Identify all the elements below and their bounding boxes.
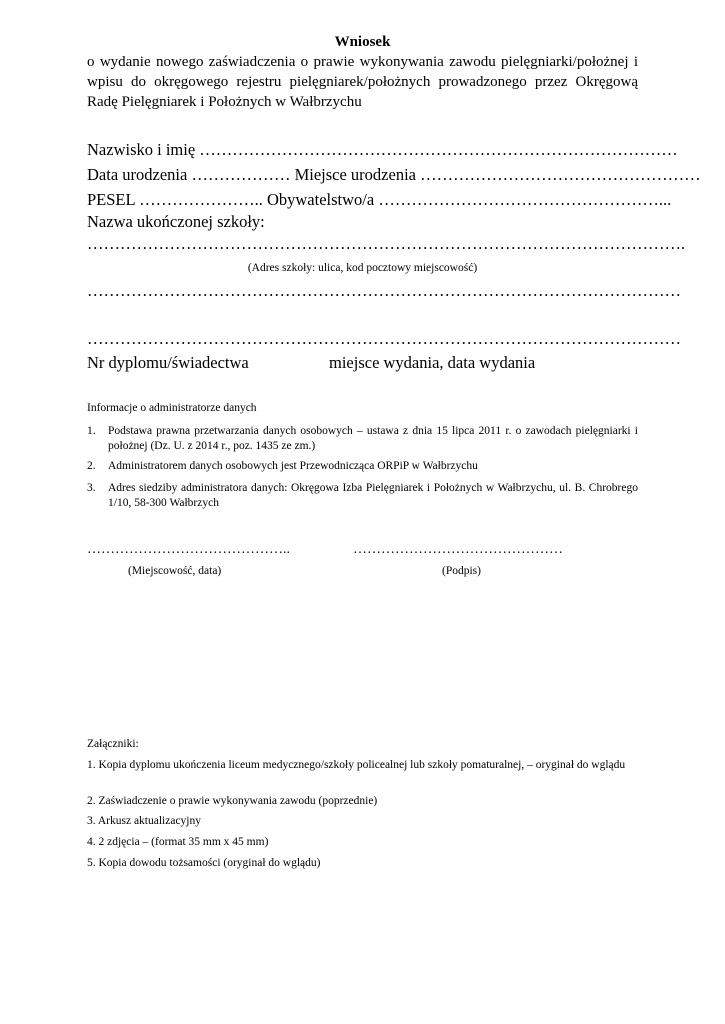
list-number: 1. — [87, 425, 96, 437]
admin-info-item — [87, 481, 638, 511]
birth-field[interactable]: Data urodzenia ……………… Miejsce urodzenia …………………………………………… — [87, 165, 701, 184]
attachments-heading: Załączniki: — [87, 738, 139, 750]
admin-info-heading: Informacje o administratorze danych — [87, 402, 257, 414]
attachment-item: 5. Kopia dowodu tożsamości (oryginał do wglądu) — [87, 857, 321, 869]
signature-caption: (Podpis) — [442, 565, 481, 577]
diploma-number-label: Nr dyplomu/świadectwa — [87, 353, 249, 372]
signature-line[interactable]: ……………………………………… — [353, 542, 563, 557]
school-name-label: Nazwa ukończonej szkoły: — [87, 212, 265, 231]
attachment-item: 4. 2 zdjęcia – (format 35 mm x 45 mm) — [87, 836, 269, 848]
place-date-line[interactable]: …………………………………….. — [87, 542, 290, 557]
diploma-place-date-label: miejsce wydania, data wydania — [329, 353, 536, 372]
attachment-item: 2. Zaświadczenie o prawie wykonywania zawodu (poprzednie) — [87, 795, 378, 807]
list-text: Administratorem danych osobowych jest Przewodnicząca ORPiP w Wałbrzychu — [108, 460, 478, 472]
list-number: 2. — [87, 460, 96, 472]
school-line-2[interactable]: ……………………………………………………………………………………………… — [87, 281, 681, 300]
place-date-caption: (Miejscowość, data) — [128, 565, 222, 577]
list-number: 3. — [87, 482, 96, 494]
admin-info-item — [87, 424, 638, 454]
admin-info-item — [87, 459, 638, 474]
attachment-item: 3. Arkusz aktualizacyjny — [87, 815, 202, 827]
list-text: Podstawa prawna przetwarzania danych osobowych – ustawa z dnia 15 lipca 2011 r. o zawodach pielęgniarki i położnej (Dz. U. z 2014 r., poz. 1435 ze zm.) — [108, 425, 638, 452]
pesel-citizenship-field[interactable]: PESEL ………………….. Obywatelstwo/a ……………………………………………... — [87, 190, 672, 209]
document-title: Wniosek — [334, 34, 391, 50]
school-line-3[interactable]: ……………………………………………………………………………………………… — [87, 329, 681, 348]
school-line-1[interactable]: ………………………………………………………………………………………………. — [87, 234, 686, 253]
name-field[interactable]: Nazwisko i imię …………………………………………………………………………… — [87, 140, 678, 159]
intro-text: o wydanie nowego zaświadczenia o prawie wykonywania zawodu pielęgniarki/położnej i wpisu do okręgowego rejestru pielęgniarek/położnych prowadzonego przez Okręgową Radę Pielęgniarek i Położnych w Wałbrzychu — [87, 54, 638, 110]
intro-paragraph — [87, 52, 638, 112]
attachment-item: 1. Kopia dyplomu ukończenia liceum medycznego/szkoły policealnej lub szkoły pomaturalnej, – oryginał do wglądu — [87, 759, 626, 771]
list-text: Adres siedziby administratora danych: Okręgowa Izba Pielęgniarek i Położnych w Wałbrzychu, ul. B. Chrobrego 1/10, 58-300 Wałbrzych — [108, 482, 638, 509]
school-address-caption: (Adres szkoły: ulica, kod pocztowy miejscowość) — [247, 262, 478, 274]
